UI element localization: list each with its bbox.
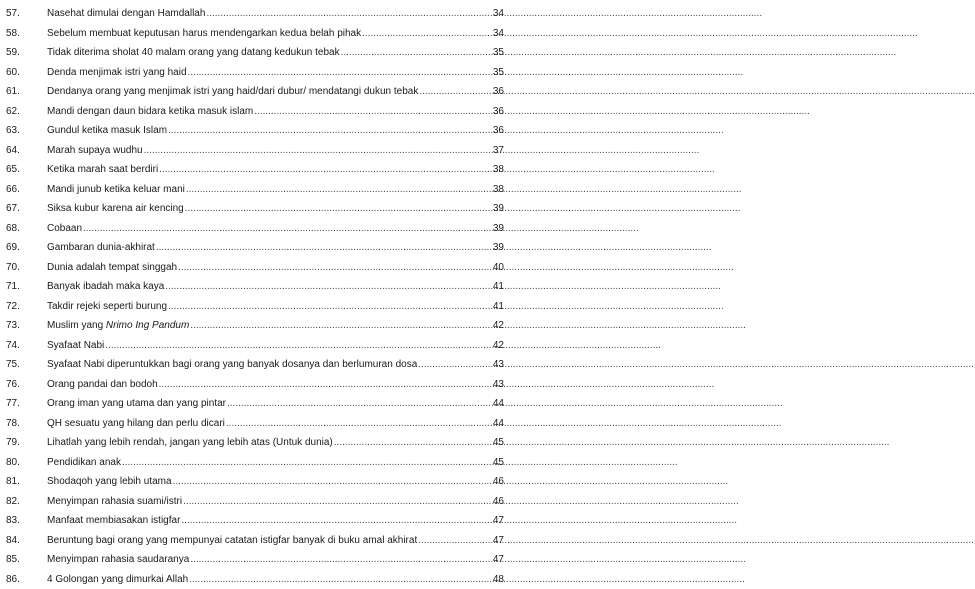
- entry-title-text: Syafaat Nabi: [47, 340, 104, 351]
- entry-page-number: 36: [488, 82, 504, 102]
- entry-number: 63.: [6, 121, 36, 141]
- entry-page-number: 36: [488, 121, 504, 141]
- entry-title-text: QH sesuatu yang hilang dan perlu dicari: [47, 418, 225, 429]
- entry-title-text: Denda menjimak istri yang haid: [47, 67, 187, 78]
- entry-title: [47, 550, 189, 570]
- toc-entry: [0, 238, 512, 258]
- entry-page-number: 44: [488, 414, 504, 434]
- entry-title-text: Mandi junub ketika keluar mani: [47, 184, 185, 195]
- entry-number: 85.: [6, 550, 36, 570]
- dot-leader: [189, 570, 745, 589]
- toc-entry: [0, 43, 512, 63]
- entry-page-number: 34: [488, 24, 504, 44]
- entry-number: 59.: [6, 43, 36, 63]
- entry-title-text: Manfaat membiasakan istigfar: [47, 515, 180, 526]
- entry-title-text: Nasehat dimulai dengan Hamdallah: [47, 8, 205, 19]
- entry-title-text: Beruntung bagi orang yang mempunyai catatan istigfar banyak di buku amal akhirat: [47, 535, 417, 546]
- entry-number: 82.: [6, 492, 36, 512]
- entry-title-text: Takdir rejeki seperti burung: [47, 301, 167, 312]
- entry-title: [47, 24, 361, 44]
- entry-title-line: [47, 199, 490, 219]
- entry-page-number: 34: [488, 4, 504, 24]
- entry-title-text: Cobaan: [47, 223, 82, 234]
- entry-title-line: [47, 219, 490, 239]
- entry-title: [47, 394, 226, 414]
- entry-title: [47, 82, 418, 102]
- entry-title-line: [47, 4, 490, 24]
- entry-title: [47, 453, 121, 473]
- entry-number: 57.: [6, 4, 36, 24]
- dot-leader: [168, 297, 724, 317]
- entry-page-number: 43: [488, 355, 504, 375]
- entry-number: 75.: [6, 355, 36, 375]
- entry-title-line: [47, 375, 490, 395]
- toc-entry: [0, 219, 512, 239]
- entry-title-text: Sebelum membuat keputusan harus mendengarkan kedua belah pihak: [47, 28, 361, 39]
- toc-entry: [0, 355, 512, 375]
- entry-title-line: [47, 141, 490, 161]
- entry-number: 76.: [6, 375, 36, 395]
- table-of-contents: [0, 4, 512, 589]
- entry-page-number: 41: [488, 277, 504, 297]
- entry-page-number: 48: [488, 570, 504, 589]
- entry-page-number: 43: [488, 375, 504, 395]
- entry-title: [47, 102, 253, 122]
- toc-entry: [0, 102, 512, 122]
- entry-page-number: 42: [488, 336, 504, 356]
- entry-page-number: 46: [488, 472, 504, 492]
- entry-title-line: [47, 355, 490, 375]
- entry-title-line: [47, 63, 490, 83]
- entry-title: [47, 141, 143, 161]
- toc-entry: [0, 511, 512, 531]
- entry-number: 80.: [6, 453, 36, 473]
- entry-title: [47, 492, 182, 512]
- dot-leader: [156, 238, 712, 258]
- toc-entry: [0, 297, 512, 317]
- entry-title-line: [47, 277, 490, 297]
- toc-entry: [0, 336, 512, 356]
- dot-leader: [181, 511, 737, 531]
- dot-leader: [144, 141, 700, 161]
- toc-entry: [0, 180, 512, 200]
- entry-page-number: 39: [488, 199, 504, 219]
- entry-title-line: [47, 336, 490, 356]
- dot-leader: [159, 375, 715, 395]
- entry-page-number: 45: [488, 453, 504, 473]
- entry-title: [47, 160, 158, 180]
- entry-title: [47, 570, 188, 589]
- entry-title: [47, 121, 167, 141]
- entry-title: [47, 63, 187, 83]
- entry-number: 83.: [6, 511, 36, 531]
- dot-leader: [334, 433, 890, 453]
- toc-entry: [0, 258, 512, 278]
- entry-number: 64.: [6, 141, 36, 161]
- entry-title-line: [47, 394, 490, 414]
- entry-title: [47, 414, 225, 434]
- entry-page-number: 36: [488, 102, 504, 122]
- entry-title: [47, 238, 155, 258]
- toc-entry: [0, 394, 512, 414]
- entry-number: 71.: [6, 277, 36, 297]
- entry-title-line: [47, 511, 490, 531]
- entry-number: 86.: [6, 570, 36, 589]
- entry-title: [47, 43, 340, 63]
- dot-leader: [168, 121, 724, 141]
- toc-entry: [0, 472, 512, 492]
- entry-page-number: 38: [488, 160, 504, 180]
- entry-page-number: 42: [488, 316, 504, 336]
- entry-page-number: 35: [488, 63, 504, 83]
- entry-number: 62.: [6, 102, 36, 122]
- dot-leader: [341, 43, 897, 63]
- entry-page-number: 35: [488, 43, 504, 63]
- entry-title: [47, 4, 205, 24]
- entry-title: [47, 277, 164, 297]
- entry-title: [47, 472, 172, 492]
- toc-entry: [0, 414, 512, 434]
- entry-title-text: Mandi dengan daun bidara ketika masuk islam: [47, 106, 253, 117]
- dot-leader: [362, 24, 918, 44]
- entry-page-number: 44: [488, 394, 504, 414]
- entry-page-number: 47: [488, 511, 504, 531]
- dot-leader: [186, 180, 742, 200]
- entry-title: [47, 258, 177, 278]
- entry-number: 72.: [6, 297, 36, 317]
- entry-title: [47, 199, 184, 219]
- entry-title-line: [47, 43, 490, 63]
- entry-page-number: 45: [488, 433, 504, 453]
- entry-title-text: Marah supaya wudhu: [47, 145, 143, 156]
- entry-title: [47, 336, 104, 356]
- entry-title-text: Siksa kubur karena air kencing: [47, 203, 184, 214]
- entry-title-line: [47, 414, 490, 434]
- entry-number: 66.: [6, 180, 36, 200]
- toc-entry: [0, 277, 512, 297]
- entry-title-line: [47, 531, 490, 551]
- entry-title-text: Dendanya orang yang menjimak istri yang haid/dari dubur/ mendatangi dukun tebak: [47, 86, 418, 97]
- entry-number: 60.: [6, 63, 36, 83]
- entry-title-line: [47, 160, 490, 180]
- entry-page-number: 39: [488, 219, 504, 239]
- entry-title-text: Tidak diterima sholat 40 malam orang yang datang kedukun tebak: [47, 47, 340, 58]
- toc-entry: [0, 63, 512, 83]
- entry-number: 67.: [6, 199, 36, 219]
- toc-entry: [0, 531, 512, 551]
- dot-leader: [183, 492, 739, 512]
- entry-title-line: [47, 316, 490, 336]
- toc-entry: [0, 492, 512, 512]
- entry-title: [47, 180, 185, 200]
- dot-leader: [165, 277, 721, 297]
- toc-entry: [0, 121, 512, 141]
- entry-title-line: [47, 297, 490, 317]
- entry-title-text: Ketika marah saat berdiri: [47, 164, 158, 175]
- dot-leader: [178, 258, 734, 278]
- toc-entry: [0, 316, 512, 336]
- entry-number: 81.: [6, 472, 36, 492]
- dot-leader: [206, 4, 762, 24]
- entry-page-number: 40: [488, 258, 504, 278]
- toc-entry: [0, 199, 512, 219]
- dot-leader: [185, 199, 741, 219]
- entry-title-line: [47, 24, 490, 44]
- entry-title: [47, 219, 82, 239]
- toc-entry: [0, 550, 512, 570]
- entry-number: 61.: [6, 82, 36, 102]
- toc-entry: [0, 160, 512, 180]
- entry-page-number: 38: [488, 180, 504, 200]
- entry-number: 69.: [6, 238, 36, 258]
- entry-title: [47, 297, 167, 317]
- entry-title-line: [47, 121, 490, 141]
- entry-number: 78.: [6, 414, 36, 434]
- toc-entry: [0, 375, 512, 395]
- dot-leader: [122, 453, 678, 473]
- dot-leader: [227, 394, 783, 414]
- entry-page-number: 47: [488, 531, 504, 551]
- entry-title: [47, 531, 417, 551]
- entry-page-number: 46: [488, 492, 504, 512]
- entry-title-text: Gambaran dunia-akhirat: [47, 242, 155, 253]
- entry-title-text: Dunia adalah tempat singgah: [47, 262, 177, 273]
- entry-title-line: [47, 258, 490, 278]
- entry-title: [47, 316, 189, 336]
- entry-number: 70.: [6, 258, 36, 278]
- entry-number: 68.: [6, 219, 36, 239]
- entry-title-line: [47, 180, 490, 200]
- entry-title-line: [47, 570, 490, 589]
- entry-title-text: Pendidikan anak: [47, 457, 121, 468]
- entry-title: [47, 511, 180, 531]
- toc-entry: [0, 141, 512, 161]
- entry-title-text: Muslim yang: [47, 320, 106, 331]
- entry-number: 77.: [6, 394, 36, 414]
- entry-title-text: Syafaat Nabi diperuntukkan bagi orang yang banyak dosanya dan berlumuran dosa: [47, 359, 417, 370]
- entry-title-text: Lihatlah yang lebih rendah, jangan yang lebih atas (Untuk dunia): [47, 437, 333, 448]
- entry-title-text: Menyimpan rahasia saudaranya: [47, 554, 189, 565]
- entry-number: 84.: [6, 531, 36, 551]
- entry-title-text: Banyak ibadah maka kaya: [47, 281, 164, 292]
- entry-title-line: [47, 550, 490, 570]
- entry-title-text: Gundul ketika masuk Islam: [47, 125, 167, 136]
- entry-title-line: [47, 238, 490, 258]
- dot-leader: [83, 219, 639, 239]
- entry-title-line: [47, 453, 490, 473]
- entry-title-text: Shodaqoh yang lebih utama: [47, 476, 172, 487]
- entry-page-number: 47: [488, 550, 504, 570]
- entry-title: [47, 375, 158, 395]
- toc-list: [0, 4, 512, 589]
- toc-entry: [0, 24, 512, 44]
- entry-page-number: 39: [488, 238, 504, 258]
- dot-leader: [105, 336, 661, 356]
- dot-leader: [173, 472, 729, 492]
- entry-title-line: [47, 433, 490, 453]
- toc-entry: [0, 570, 512, 589]
- entry-page-number: 41: [488, 297, 504, 317]
- toc-entry: [0, 4, 512, 24]
- toc-entry: [0, 82, 512, 102]
- entry-page-number: 37: [488, 141, 504, 161]
- dot-leader: [254, 102, 810, 122]
- toc-entry: [0, 433, 512, 453]
- entry-title-line: [47, 82, 490, 102]
- entry-number: 65.: [6, 160, 36, 180]
- dot-leader: [159, 160, 715, 180]
- entry-title-italic: Nrimo Ing Pandum: [106, 320, 189, 331]
- entry-number: 73.: [6, 316, 36, 336]
- entry-number: 79.: [6, 433, 36, 453]
- entry-title-line: [47, 492, 490, 512]
- entry-title-text: Orang iman yang utama dan yang pintar: [47, 398, 226, 409]
- entry-title-text: 4 Golongan yang dimurkai Allah: [47, 574, 188, 585]
- entry-title-text: Menyimpan rahasia suami/istri: [47, 496, 182, 507]
- entry-title: [47, 433, 333, 453]
- entry-title-text: Orang pandai dan bodoh: [47, 379, 158, 390]
- entry-title-line: [47, 102, 490, 122]
- entry-title-line: [47, 472, 490, 492]
- entry-number: 58.: [6, 24, 36, 44]
- dot-leader: [190, 550, 746, 570]
- entry-number: 74.: [6, 336, 36, 356]
- entry-title: [47, 355, 417, 375]
- dot-leader: [188, 63, 744, 83]
- toc-entry: [0, 453, 512, 473]
- dot-leader: [190, 316, 746, 336]
